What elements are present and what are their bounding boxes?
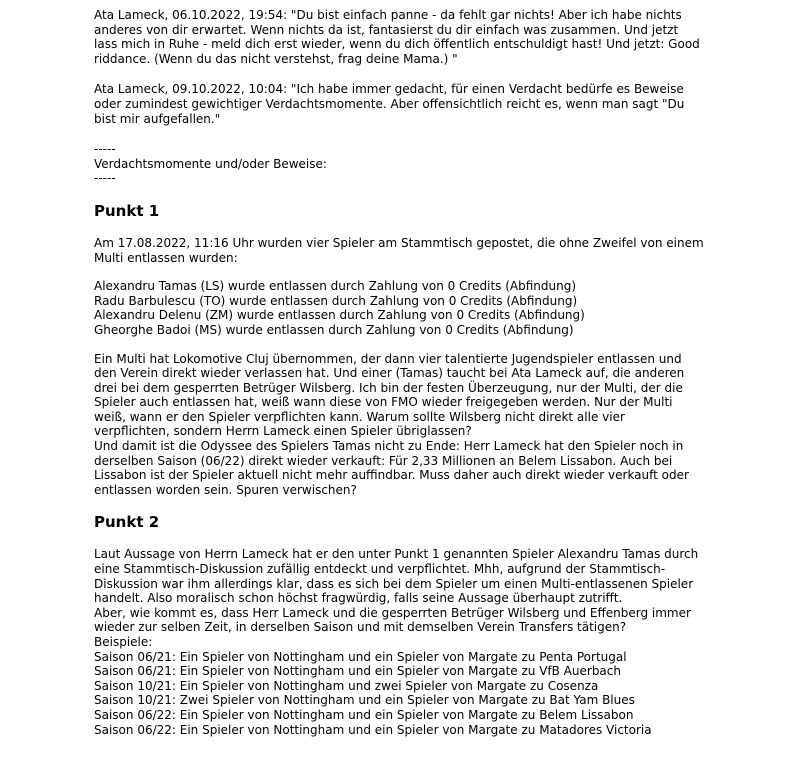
punkt1-intro: Am 17.08.2022, 11:16 Uhr wurden vier Spieler am Stammtisch gepostet, die ohne Zweifel von einem Multi entlassen wurden: [94,235,704,265]
punkt1-paragraph-1: Ein Multi hat Lokomotive Cluj übernommen, der dann vier talentierte Jugendspieler entlassen und den Verein direkt wieder verlassen hat. Und einer (Tamas) taucht bei Ata Lameck auf, die anderen drei bei dem gesperrten Betrüger Wilsberg. Ich bin der festen Überzeugung, nur der Multi, der die Spieler auch entlassen hat, weiß wann diese von FMO wieder freigegeben werden. Nur der Multi weiß, wann er den Spieler verpflichten kann. Warum sollte Wilsberg nicht direkt alle vier verpflichten, sondern Herrn Lameck einen Spieler übriglassen? [94,351,685,439]
list-item: Alexandru Delenu (ZM) wurde entlassen durch Zahlung von 0 Credits (Abfindung) [94,308,585,323]
examples-label: Beispiele: [94,635,153,649]
forum-post-body [94,8,704,737]
heading-punkt-2: Punkt 2 [94,513,160,532]
transfer-examples-list [94,650,704,738]
punkt2-paragraph-2: Aber, wie kommt es, dass Herr Lameck und die gesperrten Betrüger Wilsberg und Effenberg immer wieder zur selben Zeit, in derselben Saison und mit demselben Verein Transfers tätigen? [94,605,691,635]
quote-lameck-1: Ata Lameck, 06.10.2022, 19:54: "Du bist einfach panne - da fehlt gar nichts! Aber ich habe nichts anderes von dir erwartet. Wenn nichts da ist, fantasierst du dir einfach was zusammen. Und jetzt lass mich in Ruhe - meld dich erst wieder, wenn du dich öffentlich entschuldigt hast! Und jetzt: Good riddance. (Wenn du das nicht verstehst, frag deine Mama.) " [94,8,700,66]
list-item: Saison 06/21: Ein Spieler von Nottingham und ein Spieler von Margate zu Penta Portugal [94,649,627,664]
dismissed-players-list [94,279,704,337]
heading-punkt-1: Punkt 1 [94,201,160,220]
separator-bottom: ----- [94,171,116,186]
punkt2-paragraph-1: Laut Aussage von Herrn Lameck hat er den unter Punkt 1 genannten Spieler Alexandru Tamas durch eine Stammtisch-Diskussion zufällig entdeckt und verpflichtet. Mhh, aufgrund der Stammtisch-Diskussion war ihm allerdings klar, dass es sich bei dem Spieler um einen Multi-entlassenen Spieler handelt. Also moralisch schon höchst fragwürdig, falls seine Aussage überhaupt zutrifft. [94,547,699,606]
list-item: Saison 10/21: Ein Spieler von Nottingham und zwei Spieler von Margate zu Cosenza [94,678,599,693]
list-item: Saison 10/21: Zwei Spieler von Nottingham und ein Spieler von Margate zu Bat Yam Blues [94,693,635,708]
evidence-separator [94,142,704,186]
list-item: Gheorghe Badoi (MS) wurde entlassen durch Zahlung von 0 Credits (Abfindung) [94,322,574,337]
list-item: Saison 06/22: Ein Spieler von Nottingham und ein Spieler von Margate zu Belem Lissabon [94,707,634,722]
list-item: Radu Barbulescu (TO) wurde entlassen durch Zahlung von 0 Credits (Abfindung) [94,293,578,308]
separator-top: ----- [94,142,116,157]
quote-lameck-2: Ata Lameck, 09.10.2022, 10:04: "Ich habe immer gedacht, für einen Verdacht bedürfe es Beweise oder zumindest gewichtiger Verdachtsmomente. Aber offensichtlich reicht es, wenn man sagt "Du bist mir aufgefallen." [94,82,685,126]
list-item: Alexandru Tamas (LS) wurde entlassen durch Zahlung von 0 Credits (Abfindung) [94,279,577,294]
separator-label: Verdachtsmomente und/oder Beweise: [94,156,327,171]
punkt1-paragraph-2: Und damit ist die Odyssee des Spielers Tamas nicht zu Ende: Herr Lameck hat den Spieler noch in derselben Saison (06/22) direkt wieder verkauft: Für 2,33 Millionen an Belem Lissabon. Auch bei Lissabon ist der Spieler aktuell nicht mehr auffindbar. Muss daher auch direkt wieder verkauft oder entlassen worden sein. Spuren verwischen? [94,439,689,497]
list-item: Saison 06/22: Ein Spieler von Nottingham und ein Spieler von Margate zu Matadores Victoria [94,722,652,737]
list-item: Saison 06/21: Ein Spieler von Nottingham und ein Spieler von Margate zu VfB Auerbach [94,664,621,679]
